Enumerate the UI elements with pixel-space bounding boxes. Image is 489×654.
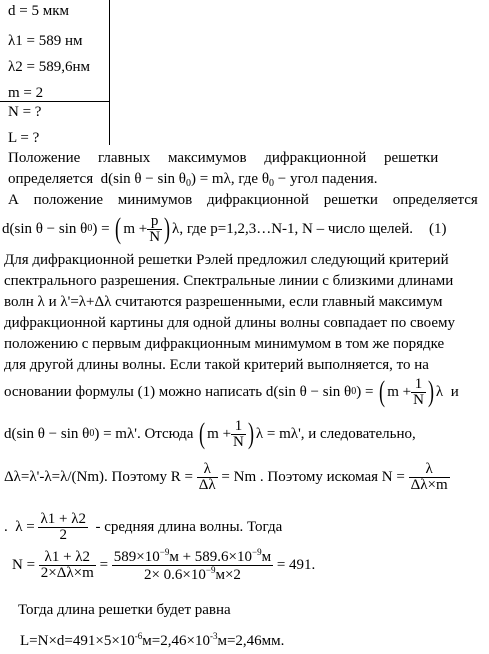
para6-lambda: λ =	[15, 518, 35, 535]
paren-right-3: )	[247, 417, 254, 450]
formula-max-sub: 0	[185, 178, 191, 189]
para7-eq: =	[99, 556, 109, 573]
para1-tail: , где θ	[230, 171, 270, 187]
para9-c: м=2,46мм.	[217, 633, 285, 649]
formula-max2-eq: ) = mλ'. Отсюда	[94, 425, 194, 442]
formula-max-rhs: ) = mλ	[190, 171, 231, 187]
para4-tail: λ = mλ', и следовательно,	[255, 425, 416, 442]
fraction-N-numeric	[112, 548, 273, 583]
para3-and: и	[450, 383, 459, 400]
para6-tail: - средняя длина волны. Тогда	[95, 518, 283, 535]
given-d: d = 5 мкм	[8, 3, 69, 19]
formula-rayleigh-lambda: λ	[435, 383, 444, 400]
para3-line3: волн λ и λ'=λ+Δλ считаются разрешенными, если главный максимум	[4, 294, 443, 310]
fraction-numeric-den	[112, 565, 273, 583]
para3-line4: дифракционной картины для одной длины волны совпадает по своему	[4, 315, 455, 331]
fraction-N-num: λ	[425, 460, 433, 477]
den-exp: −9	[205, 564, 216, 575]
den-part2: м×2	[215, 566, 241, 583]
fraction-one: 1	[414, 375, 423, 392]
para3-line2: спектрального разрешения. Спектральные линии с близкими длинами	[4, 273, 454, 289]
formula-max2-sub: 0	[89, 428, 95, 439]
fraction-1-over-N	[411, 377, 426, 408]
para3-line1: Для дифракционной решетки Рэлей предложил следующий критерий	[4, 252, 449, 268]
paren-right: )	[164, 212, 171, 245]
fraction-general-num: λ1 + λ2	[44, 548, 91, 565]
para4-line	[4, 414, 416, 454]
given-vertical-line	[109, 0, 110, 145]
equation-number: (1)	[428, 220, 447, 237]
given-lambda1: λ1 = 589 нм	[8, 33, 83, 49]
para6-dot: .	[4, 518, 8, 535]
fraction-N-formula	[409, 462, 450, 493]
fraction-p-over-N	[147, 214, 162, 245]
para1-line2	[8, 172, 377, 189]
formula-rayleigh-m: m +	[387, 383, 412, 400]
para5-mid: = Nm . Поэтому искомая	[221, 468, 379, 485]
paren-left: (	[115, 212, 122, 245]
para1-tail2: − угол падения.	[274, 171, 378, 187]
para9-a: L=N×d=491×5×10	[20, 633, 135, 649]
fraction-1-over-N-2	[231, 419, 246, 450]
formula-max-lhs: d(sin θ − sin θ	[100, 171, 186, 187]
para7-N: N =	[12, 556, 36, 573]
fraction-R-num: λ	[203, 460, 211, 477]
fraction-R	[197, 462, 218, 493]
given-N: N = ?	[8, 104, 42, 120]
paren-left-3: (	[199, 417, 206, 450]
fraction-N-den: Δλ×m	[410, 476, 448, 493]
formula-max2-lhs: d(sin θ − sin θ	[4, 425, 90, 442]
para3-lead: основании формулы (1) можно написать	[4, 383, 263, 400]
formula-max	[101, 171, 231, 187]
paren-right-2: )	[427, 375, 434, 408]
para9-line	[20, 632, 284, 649]
formula-rayleigh-eq: ) =	[356, 383, 374, 400]
para5-N: N =	[381, 468, 405, 485]
given-lambda2: λ2 = 589,6нм	[8, 59, 91, 75]
num-exp1: −9	[159, 546, 170, 557]
num-exp2: −9	[252, 546, 262, 557]
para7-result: = 491.	[276, 556, 316, 573]
formula-min-tail: λ, где p=1,2,3…N-1, N – число щелей.	[172, 220, 413, 237]
formula-min-lhs: d(sin θ − sin θ	[2, 220, 88, 237]
para9-exp1: -6	[134, 631, 143, 641]
formula-min-m: m +	[123, 220, 148, 237]
para1-lead: определяется	[8, 171, 94, 187]
formula-rayleigh-sub: 0	[351, 386, 357, 397]
fraction-mean-den: 2	[38, 527, 88, 543]
given-horizontal-line	[0, 101, 110, 102]
para6-line	[4, 507, 282, 547]
para5-lead: Δλ=λ'-λ=λ/(Nm). Поэтому R =	[4, 468, 193, 485]
para3-line7	[4, 370, 459, 414]
given-m: m = 2	[8, 85, 44, 101]
fraction-mean-num: λ1 + λ2	[40, 510, 86, 527]
num-part3: м	[261, 548, 272, 565]
para2-line1: А положение минимумов дифракционной решетки определяется	[8, 192, 478, 208]
para9-b: м=2,46×10	[142, 633, 210, 649]
fraction-numeric-num	[112, 548, 273, 565]
formula-rayleigh-lhs: d(sin θ − sin θ	[265, 383, 352, 400]
fraction-N-2: N	[413, 391, 424, 408]
para3-line6: для другой длины волны. Если такой критерий выполняется, то на	[4, 357, 429, 373]
den-part1: 2× 0.6×10	[143, 566, 206, 583]
given-L: L = ?	[8, 130, 40, 146]
para5-line	[4, 457, 450, 497]
fraction-one-2: 1	[234, 417, 243, 434]
para9-exp2: -3	[209, 631, 218, 641]
fraction-N-general	[39, 550, 96, 581]
para7-line	[12, 543, 315, 587]
para3-line5: положению с первым дифракционным минимумом в том же порядке	[4, 336, 445, 352]
para1-line1: Положение главных максимумов дифракционной решетки	[8, 150, 439, 166]
num-part2: м + 589.6×10	[169, 548, 252, 565]
fraction-N-3: N	[233, 433, 244, 450]
paren-left-2: (	[379, 375, 386, 408]
fraction-R-den: Δλ	[198, 476, 216, 493]
formula-max2-m: m +	[207, 425, 232, 442]
fraction-mean	[38, 512, 88, 543]
formula-min-sub: 0	[87, 223, 93, 234]
para8-line: Тогда длина решетки будет равна	[18, 602, 231, 618]
formula-min-eq: ) =	[92, 220, 110, 237]
para2-line2	[2, 209, 446, 249]
para1-tail-sub: 0	[269, 178, 275, 189]
num-part1: 589×10	[113, 548, 160, 565]
fraction-general-den: 2×Δλ×m	[40, 564, 94, 581]
fraction-N: N	[149, 228, 161, 245]
fraction-p: p	[150, 212, 159, 229]
